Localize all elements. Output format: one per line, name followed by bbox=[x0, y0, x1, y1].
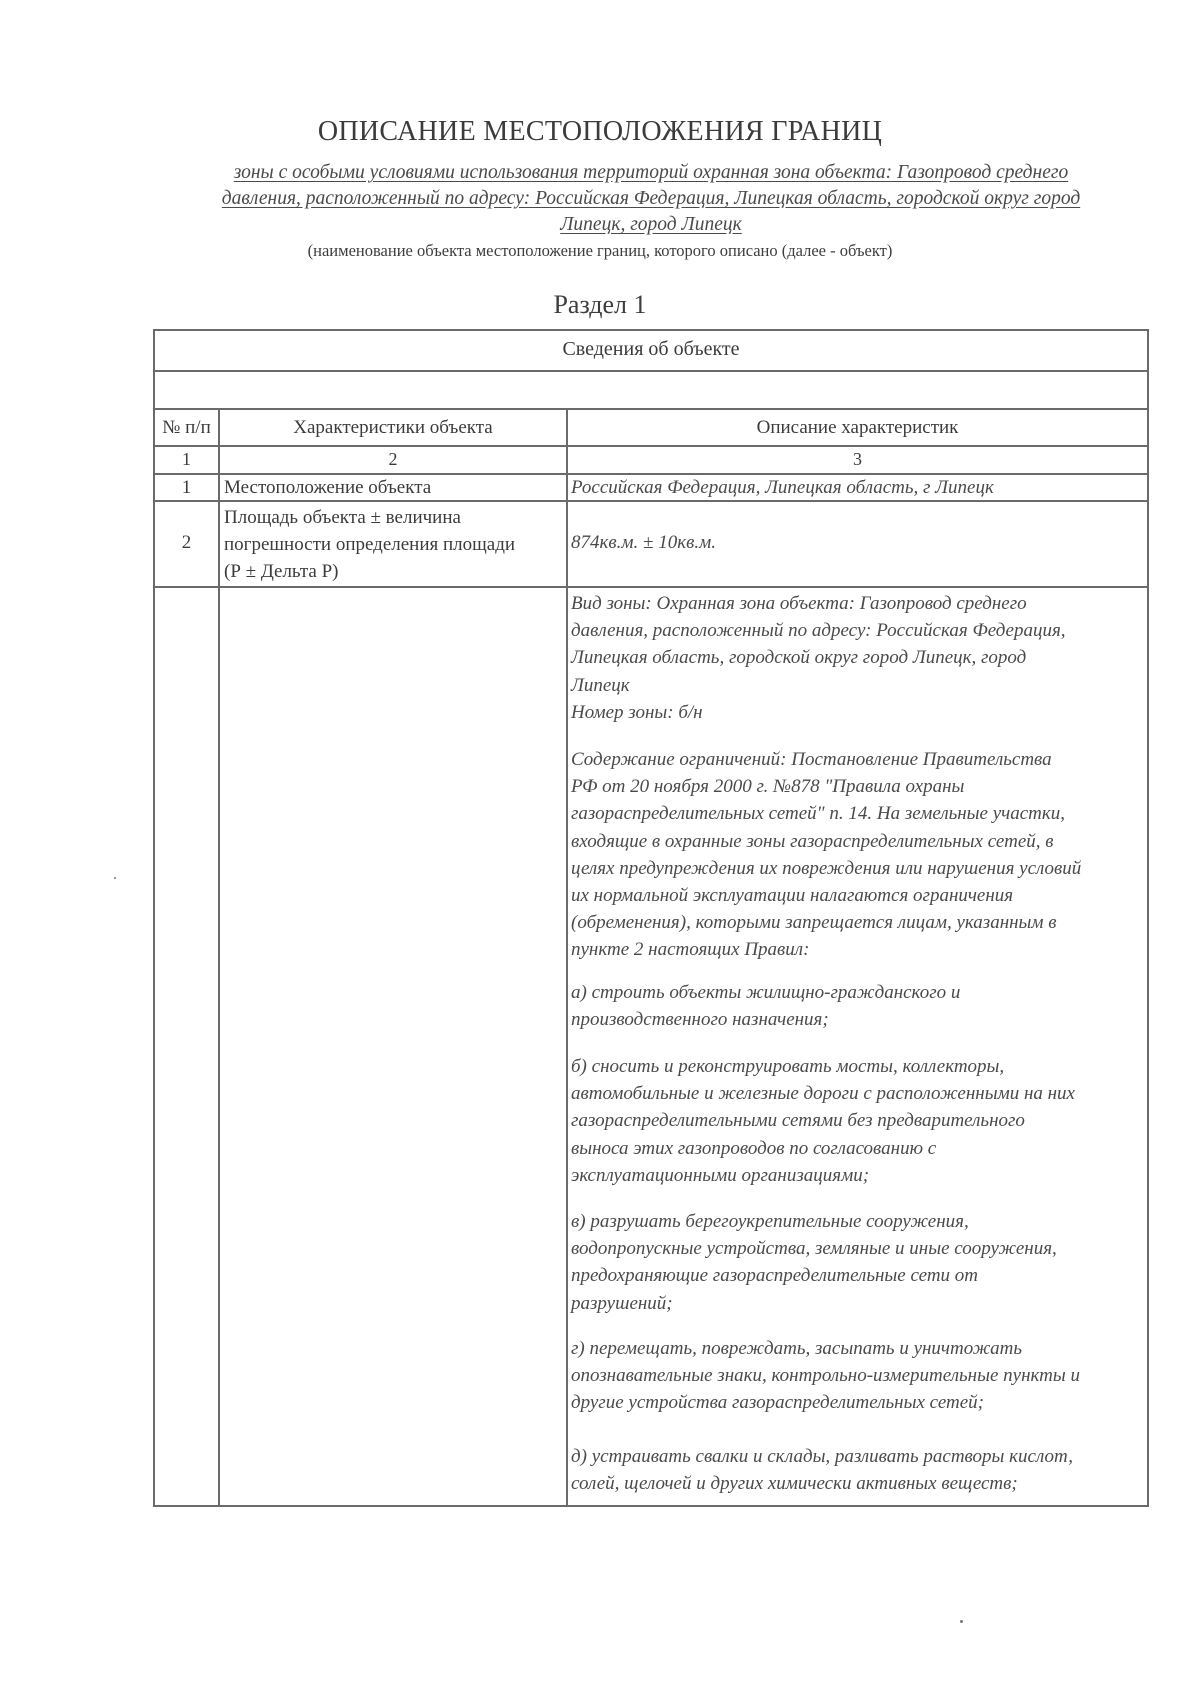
description-line: г) перемещать, повреждать, засыпать и уничтожать bbox=[571, 1338, 1023, 1359]
row-characteristic-line: Площадь объекта ± величина bbox=[224, 507, 461, 528]
table-border-bottom bbox=[153, 1505, 1149, 1507]
table-rule bbox=[153, 473, 1149, 475]
description-line: опознавательные знаки, контрольно-измерительные пункты и bbox=[571, 1365, 1080, 1387]
column-header-characteristic: Характеристики объекта bbox=[293, 417, 493, 438]
table-rule bbox=[153, 408, 1149, 410]
restriction-item-v bbox=[571, 1208, 1151, 1317]
table-rule bbox=[153, 500, 1149, 502]
description-line: их нормальной эксплуатации налагаются ограничения bbox=[571, 885, 1014, 907]
description-line: предохраняющие газораспределительные сети от bbox=[571, 1265, 979, 1287]
description-line: входящие в охранные зоны газораспределительных сетей, в bbox=[571, 830, 1054, 852]
description-line: в) разрушать берегоукрепительные сооружения, bbox=[571, 1211, 969, 1232]
description-line: Липецкая область, городской округ город Липецк, город bbox=[571, 647, 1027, 669]
scan-speck bbox=[960, 1620, 963, 1623]
description-line: разрушений; bbox=[571, 1292, 673, 1314]
row-characteristic: Местоположение объекта bbox=[224, 477, 432, 498]
description-line: Липецк bbox=[571, 674, 630, 696]
zone-info bbox=[571, 590, 1151, 726]
column-number: 1 bbox=[182, 449, 191, 469]
description-line: (обременения), которыми запрещается лицам, указанным в bbox=[571, 912, 1057, 934]
table-rule bbox=[153, 445, 1149, 447]
description-line: автомобильные и железные дороги с расположенными на них bbox=[571, 1083, 1075, 1105]
table-column-rule bbox=[566, 408, 568, 1507]
description-line: эксплуатационными организациями; bbox=[571, 1164, 870, 1186]
table-border-top bbox=[153, 329, 1149, 331]
description-line: газораспределительных сетей" п. 14. На земельные участки, bbox=[571, 803, 1066, 825]
description-line: Вид зоны: Охранная зона объекта: Газопровод среднего bbox=[571, 593, 1027, 614]
row-description: 874кв.м. ± 10кв.м. bbox=[571, 532, 716, 553]
description-line: водопропускные устройства, земляные и иные сооружения, bbox=[571, 1238, 1057, 1260]
table-title: Сведения об объекте bbox=[562, 338, 740, 360]
description-line: РФ от 20 ноября 2000 г. №878 "Правила охраны bbox=[571, 776, 965, 798]
section-title: Раздел 1 bbox=[553, 290, 647, 319]
description-line: а) строить объекты жилищно-гражданского и bbox=[571, 982, 961, 1003]
description-line: газораспределительными сетями без предварительного bbox=[571, 1110, 1025, 1132]
table-column-rule bbox=[218, 408, 220, 1507]
description-line: давления, расположенный по адресу: Российская Федерация, bbox=[571, 620, 1066, 642]
object-name-caption: (наименование объекта местоположение границ, которого описано (далее - объект) bbox=[307, 241, 893, 260]
restriction-item-d bbox=[571, 1443, 1151, 1497]
row-characteristic bbox=[224, 504, 515, 585]
page-title: ОПИСАНИЕ МЕСТОПОЛОЖЕНИЯ ГРАНИЦ bbox=[317, 116, 883, 147]
scan-speck bbox=[114, 877, 116, 879]
restrictions-content bbox=[571, 746, 1151, 964]
row-description: Российская Федерация, Липецкая область, г Липецк bbox=[571, 477, 994, 498]
table-rule bbox=[153, 586, 1149, 588]
column-number: 3 bbox=[853, 449, 862, 469]
description-line: д) устраивать свалки и склады, разливать растворы кислот, bbox=[571, 1446, 1073, 1467]
description-line: Содержание ограничений: Постановление Правительства bbox=[571, 749, 1052, 770]
row-characteristic-line: (Р ± Дельта Р) bbox=[224, 561, 339, 582]
description-line: Номер зоны: б/н bbox=[571, 701, 703, 723]
table-border-left bbox=[153, 329, 155, 1507]
column-number: 2 bbox=[388, 449, 398, 469]
column-header-number: № п/п bbox=[162, 417, 211, 438]
restriction-item-a bbox=[571, 979, 1151, 1033]
row-characteristic-line: погрешности определения площади bbox=[224, 534, 516, 555]
table-rule bbox=[153, 370, 1149, 372]
object-name-line: зоны с особыми условиями использования территорий охранная зона объекта: Газопровод среднего bbox=[233, 162, 1069, 183]
description-line: солей, щелочей и других химически активных веществ; bbox=[571, 1473, 1018, 1495]
row-number: 1 bbox=[181, 477, 192, 498]
object-name bbox=[176, 160, 1126, 238]
restriction-item-b bbox=[571, 1053, 1151, 1189]
restriction-item-g bbox=[571, 1335, 1151, 1417]
object-name-line: Липецк, город Липецк bbox=[560, 214, 742, 235]
description-line: выноса этих газопроводов по согласованию с bbox=[571, 1137, 937, 1159]
description-line: производственного назначения; bbox=[571, 1009, 829, 1031]
description-line: пункте 2 настоящих Правил: bbox=[571, 939, 810, 961]
description-line: целях предупреждения их повреждения или нарушения условий bbox=[571, 857, 1082, 879]
row-number: 2 bbox=[181, 532, 192, 553]
object-name-line: давления, расположенный по адресу: Российская Федерация, Липецкая область, городской округ город bbox=[221, 188, 1081, 209]
description-line: другие устройства газораспределительных сетей; bbox=[571, 1392, 984, 1414]
description-line: б) сносить и реконструировать мосты, коллекторы, bbox=[571, 1056, 1005, 1077]
column-header-description: Описание характеристик bbox=[756, 417, 959, 438]
